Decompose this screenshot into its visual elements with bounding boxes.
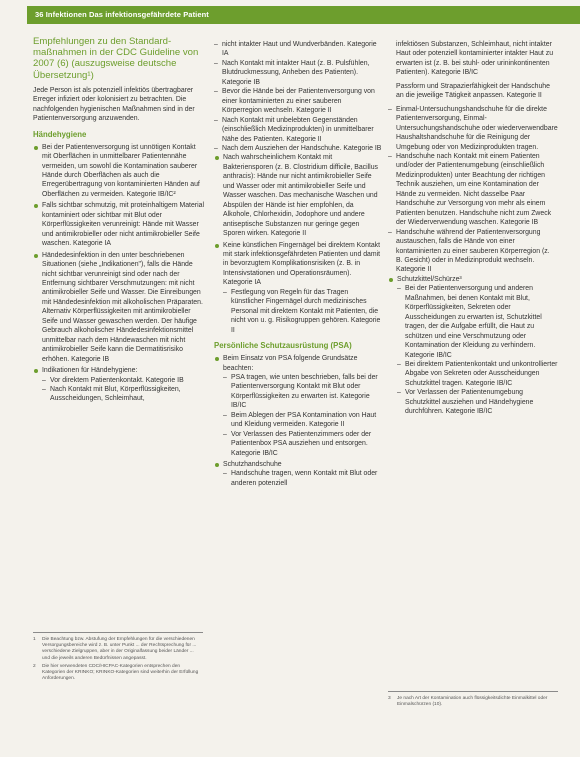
sub-list-item: – Handschuhe während der Patientenversorgung austauschen, falls die Hände von einer kontaminierten zu einer sauberen Körperregion (z. B. Gesicht) oder in Medizinprodukt wechseln. Kategorie II xyxy=(388,228,558,275)
list-item xyxy=(388,275,558,417)
sub-list-item: – Nach Kontakt mit intakter Haut (z. B. Pulsfühlen, Blutdruckmessung, Anheben des Patienten). Kategorie IB xyxy=(214,59,382,87)
list-item: Bei der Patientenversorgung ist unnötigen Kontakt mit Oberflächen in unmittelbarer Patientennähe vermeiden, um sowohl die Kontamination sauberer Hände durch Oberflächen als auch die Erregerübertragung von kontaminierten Händen auf Oberflächen zu vermeiden. Kategorie IB/IC² xyxy=(33,143,205,200)
column-1 xyxy=(33,36,205,406)
sub-list xyxy=(388,105,558,275)
sub-list-item: – Einmal-Untersuchungshandschuhe für die direkte Patientenversorgung, Einmal-Untersuchungshandschuhe oder wiederverwendbare Haushaltshandschuhe für die Reinigung der Umgebung oder von Medizinprodukten tragen. xyxy=(388,105,558,152)
footnote-text: Je nach Art der Kontamination auch flüssigkeitsdichte Einmalkittel oder Einmalschürzen (10). xyxy=(397,696,548,708)
sub-list-item: – Beim Ablegen der PSA Kontamination von Haut und Kleidung vermeiden. Kategorie II xyxy=(223,411,382,430)
bullet-list xyxy=(214,354,382,488)
sub-list-item: – PSA tragen, wie unten beschrieben, falls bei der Patientenversorgung Kontakt mit Blut oder Körperflüssigkeiten zu erwarten ist. Kategorie IB/IC xyxy=(223,373,382,411)
section-heading-haendehygiene: Händehygiene xyxy=(33,129,87,139)
list-item-text: Schutzhandschuhe xyxy=(223,461,282,469)
footnote-number: 2 xyxy=(33,663,36,669)
sub-list-item: – Vor Verlassen der Patientenumgebung Schutzkittel ausziehen und Händehygiene durchführen. Kategorie IB/IC xyxy=(397,388,558,416)
sub-list-item: – Handschuhe tragen, wenn Kontakt mit Blut oder anderen potenziell xyxy=(223,469,382,488)
footnote xyxy=(33,664,203,683)
footnote-number: 3 xyxy=(388,696,391,701)
page-header-text: 36 Infektionen Das infektionsgefährdete Patient xyxy=(35,10,209,19)
sub-list-item: – Nach dem Ausziehen der Handschuhe. Kategorie IB xyxy=(214,144,382,153)
sub-list-item: – Bei der Patientenversorgung und anderen Maßnahmen, bei denen Kontakt mit Blut, Körperflüssigkeiten, Sekreten oder Ausscheidungen zu erwarten ist, Schutzkittel tragen, der die Aufgabe erfüllt, die Haut zu schützen und eine Verschmutzung oder Kontamination der Kleidung zu verhindern. Kategorie IB/IC xyxy=(397,284,558,360)
sub-list xyxy=(397,284,558,416)
sub-list-item: – Bevor die Hände bei der Patientenversorgung von einer kontaminierten zu einer sauberen Körperregion wechseln. Kategorie II xyxy=(214,87,382,115)
footnote-text: Die Beachtung bzw. Abstufung der Empfehlungen für die verschiedenen Versorgungsbereiche wird z. B. unter Punkt ... der Rechtsprechung für ... verschiedene Zielgruppen, aber in der Originalfassung beider Länder ... und die jeweils anderen Bedürfnissen angepasst. xyxy=(42,637,197,661)
box-title: Empfehlungen zu den Standard-maßnahmen in der CDC Guideline von 2007 (6) (auszugsweise deutsche Übersetzung¹) xyxy=(33,36,199,81)
list-item xyxy=(33,366,205,404)
column-3 xyxy=(388,40,558,419)
footnote-right xyxy=(388,691,558,708)
sub-list xyxy=(42,376,205,404)
page-header xyxy=(27,6,580,24)
section-heading-psa: Persönliche Schutzausrüstung (PSA) xyxy=(214,341,352,351)
list-item xyxy=(214,354,382,458)
list-item xyxy=(214,241,382,336)
sub-list xyxy=(223,288,382,335)
list-item: Falls sichtbar schmutzig, mit proteinhaltigem Material kontaminiert oder sichtbar mit Blut oder Körperflüssigkeiten verunreinigt: Hände mit Wasser und antimikrobieller oder nicht antimikrobieller Seife waschen. Kategorie IA xyxy=(33,201,205,248)
list-item-text: Keine künstlichen Fingernägel bei direktem Kontakt mit stark infektionsgefährdeten Patienten und damit in bevorzugtem Komplikationsrisiken (z. B. in Intensivstationen und Operationsräumen). Kategorie IA xyxy=(223,241,381,287)
footnote-number: 1 xyxy=(33,637,36,642)
bullet-list xyxy=(214,153,382,335)
list-item-text: Indikationen für Händehygiene: xyxy=(42,367,138,375)
sub-list-item: – Vor Verlassen des Patientenzimmers oder der Patientenbox PSA ausziehen und entsorgen. Kategorie IB/IC xyxy=(223,430,382,458)
sub-list-item: – Nach Kontakt mit Blut, Körperflüssigkeiten, Ausscheidungen, Schleimhaut, xyxy=(42,385,205,404)
list-item: Händedesinfektion in den unter beschriebenen Situationen (siehe „Indikationen"), falls die Hände nicht sichtbar verunreinigt sind oder nach der Entfernung sichtbarer Verschmutzungen: mit nicht antimikrobieller Seife und Wasser. Die Einreibungen mit Händedesinfektion mit alkoholischen Präparaten. Alternativ Körperflüssigkeiten mit antimikrobieller Seife und Wasser gewaschen werden. Der häufige Gebrauch alkoholischer Händedesinfektionsmittel unmittelbar nach dem Händewaschen mit nicht antimikrobieller Seife kann die Dermatitisrisiko erhöhen. Kategorie IB xyxy=(33,251,205,364)
list-item-text: Schutzkittel/Schürze³ xyxy=(397,275,462,283)
sub-list-item: – Nach Kontakt mit unbelebten Gegenständen (einschließlich Medizinprodukten) in unmittelbarer Nähe des Patienten. Kategorie II xyxy=(214,116,382,144)
footnote xyxy=(33,637,203,662)
sub-list xyxy=(223,469,382,488)
continued-paragraph: infektiösen Substanzen, Schleimhaut, nicht intakter Haut oder potenziell kontaminierter intakter Haut zu erwarten ist (z. B. bei stuhl- oder urininkontinenten Patienten). Kategorie IB/IC xyxy=(396,41,554,77)
sub-list-item: – Vor direktem Patientenkontakt. Kategorie IB xyxy=(42,376,205,385)
list-item xyxy=(214,460,382,488)
list-item-text: Beim Einsatz von PSA folgende Grundsätze beachten: xyxy=(223,355,358,372)
intro-paragraph: Jede Person ist als potenziell infektiös übertragbarer Erreger infiziert oder kolonisiert zu betrachten. Die nachfolgenden hygienischen Maßnahmen sind in der Patientenversorgung anzuwenden. xyxy=(33,86,195,123)
column-2 xyxy=(214,40,382,490)
list-item: Nach wahrscheinlichem Kontakt mit Bakteriensporen (z. B. Clostridium difficile, Bacillus anthracis): Hände nur nicht antimikrobieller Seife und Wasser oder mit antimikrobieller Seife und Wasser waschen. Das mechanische Waschen und Abspülen der Hände ist hier empfohlen, da Alkohole, Chlorhexidin, Jodophore und andere antiseptische Substanzen nur geringe gegen Sporen wirken. Kategorie II xyxy=(214,153,382,238)
sub-list-item: – Handschuhe nach Kontakt mit einem Patienten und/oder der Patientenumgebung (einschließlich Medizinprodukten) unter Beachtung der richtigen Technik ausziehen, um eine Kontamination der Hände zu vermeiden. Nicht dasselbe Paar Handschuhe zur Versorgung von mehr als einem Patienten benutzen. Handschuhe nicht zum Zweck der Wiederverwendung waschen. Kategorie IB xyxy=(388,152,558,228)
footnotes-left xyxy=(33,632,203,684)
footnote-text: Die hier verwendeten CDC/HICPAC-Kategorien entsprechen den Kategorien der KRINKO; KRINKO-Kategorien sind weiterhin der Erfüllung Anforderungen. xyxy=(42,663,199,682)
continued-paragraph: Passform und Strapazierfähigkeit der Handschuhe an die jeweilige Tätigkeit anpassen. Kategorie II xyxy=(396,82,550,100)
sub-list xyxy=(223,373,382,458)
bullet-list xyxy=(33,143,205,404)
sub-list-item: – Bei direktem Patientenkontakt und unkontrollierter Abgabe von Sekreten oder Ausscheidungen Schutzkittel tragen. Kategorie IB/IC xyxy=(397,360,558,388)
footnote xyxy=(388,696,558,708)
sub-list-item: – nicht intakter Haut und Wundverbänden. Kategorie IA xyxy=(214,40,382,59)
sub-list xyxy=(214,40,382,153)
sub-list-item: – Festlegung von Regeln für das Tragen künstlicher Fingernägel durch medizinisches Personal mit direktem Kontakt mit Patienten, die nicht von u. g. Risikogruppen gehören. Kategorie II xyxy=(223,288,382,335)
bullet-list xyxy=(388,275,558,417)
